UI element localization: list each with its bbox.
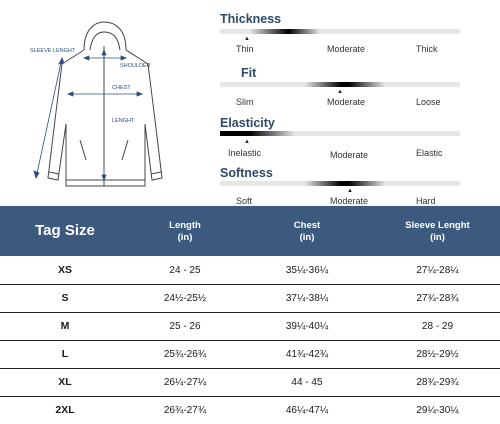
cell-size: XS bbox=[57, 264, 72, 276]
header-sleeve-unit: (in) bbox=[430, 232, 445, 243]
header-length-unit: (in) bbox=[177, 232, 193, 243]
softness-bar bbox=[220, 181, 460, 186]
cell-size: S bbox=[61, 292, 69, 304]
fit-gradient bbox=[305, 82, 385, 87]
thickness-bar bbox=[220, 29, 460, 34]
cell-length: 24½-25½ bbox=[163, 293, 207, 304]
cell-chest: 39¼-40¼ bbox=[285, 321, 329, 332]
jacket-diagram bbox=[0, 0, 205, 195]
thickness-gradient bbox=[250, 29, 320, 34]
softness-scale bbox=[220, 166, 460, 211]
fit-scale bbox=[220, 66, 460, 111]
fit-option-slim: Slim bbox=[236, 97, 254, 107]
elasticity-gradient bbox=[220, 131, 295, 136]
cell-sleeve: 28 - 29 bbox=[421, 321, 454, 332]
elasticity-scale bbox=[220, 116, 460, 161]
softness-marker-icon: ▲ bbox=[347, 188, 353, 194]
cell-sleeve: 27¼-28¼ bbox=[416, 265, 459, 276]
fit-option-moderate: Moderate bbox=[327, 97, 366, 107]
cell-length: 25 - 26 bbox=[169, 321, 201, 332]
softness-gradient bbox=[305, 181, 385, 186]
fit-option-loose: Loose bbox=[416, 97, 441, 107]
header-sleeve: Sleeve Lenght bbox=[405, 220, 470, 231]
table-row bbox=[0, 285, 500, 313]
table-row bbox=[0, 369, 500, 397]
cell-length: 24 - 25 bbox=[169, 265, 201, 276]
table-row bbox=[0, 341, 500, 369]
cell-size: 2XL bbox=[55, 404, 75, 416]
cell-chest: 46¼-47¼ bbox=[285, 405, 329, 416]
cell-sleeve: 28¾-29¾ bbox=[416, 377, 459, 388]
thickness-option-thick: Thick bbox=[416, 44, 438, 54]
thickness-title: Thickness bbox=[220, 12, 282, 26]
fit-marker-icon: ▲ bbox=[337, 89, 343, 95]
cell-length: 26¾-27¾ bbox=[163, 405, 207, 416]
cell-chest: 37¼-38¼ bbox=[285, 293, 329, 304]
softness-option-moderate: Moderate bbox=[330, 196, 369, 206]
header-chest: Chest bbox=[293, 220, 321, 231]
softness-title: Softness bbox=[220, 166, 273, 180]
cell-chest: 44 - 45 bbox=[291, 377, 323, 388]
elasticity-marker-icon: ▲ bbox=[244, 139, 250, 145]
size-table-header bbox=[0, 206, 500, 256]
elasticity-bar bbox=[220, 131, 460, 136]
cell-size: M bbox=[60, 320, 70, 332]
cell-size: XL bbox=[58, 376, 72, 388]
header-length: Length bbox=[169, 220, 201, 231]
cell-sleeve: 27¾-28¾ bbox=[416, 293, 459, 304]
cell-size: L bbox=[61, 348, 69, 360]
elasticity-option-inelastic: Inelastic bbox=[228, 148, 262, 158]
length-label: LENGHT bbox=[112, 118, 135, 124]
cell-length: 25¾-26¾ bbox=[163, 349, 207, 360]
cell-sleeve: 28½-29½ bbox=[416, 349, 459, 360]
elasticity-option-elastic: Elastic bbox=[416, 148, 443, 158]
table-row bbox=[0, 257, 500, 285]
cell-length: 26¼-27¼ bbox=[163, 377, 207, 388]
cell-sleeve: 29¼-30¼ bbox=[416, 405, 459, 416]
thickness-option-moderate: Moderate bbox=[327, 44, 366, 54]
softness-option-soft: Soft bbox=[236, 196, 253, 206]
cell-chest: 35¼-36¼ bbox=[285, 265, 329, 276]
fit-title: Fit bbox=[241, 66, 257, 80]
thickness-marker-icon: ▲ bbox=[244, 36, 250, 42]
fit-bar bbox=[220, 82, 460, 87]
elasticity-title: Elasticity bbox=[220, 116, 275, 130]
thickness-scale bbox=[220, 12, 460, 57]
thickness-option-thin: Thin bbox=[236, 44, 254, 54]
header-tag-size: Tag Size bbox=[35, 222, 95, 239]
sleeve-length-label: SLEEVE LENGHT bbox=[30, 48, 76, 54]
softness-option-hard: Hard bbox=[416, 196, 436, 206]
header-chest-unit: (in) bbox=[299, 232, 315, 243]
jacket-outline-icon bbox=[0, 0, 205, 195]
elasticity-option-moderate: Moderate bbox=[330, 150, 369, 160]
table-row bbox=[0, 313, 500, 341]
cell-chest: 41¾-42¾ bbox=[285, 349, 329, 360]
chest-label: CHEST bbox=[112, 85, 131, 91]
shoulder-label: SHOULDER bbox=[120, 63, 151, 69]
